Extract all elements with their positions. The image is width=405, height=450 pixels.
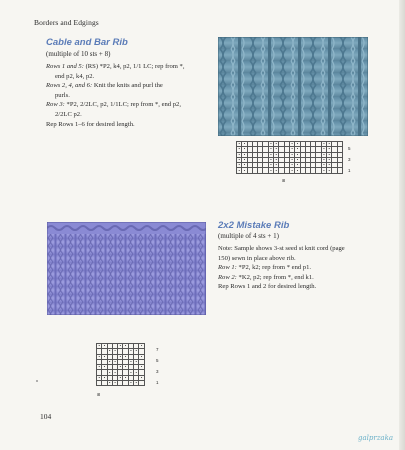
chart-cell: • xyxy=(243,141,246,147)
chart-cell xyxy=(337,168,342,173)
chart-cell: • xyxy=(275,146,277,152)
chart-cell: • xyxy=(270,167,272,173)
chart-cell xyxy=(139,381,144,386)
watermark: galprzaka xyxy=(358,434,393,442)
chart-cell: • xyxy=(130,359,132,365)
chart-cell: • xyxy=(243,151,246,157)
section2-note-line-2: 150) sewn in place above rib. xyxy=(218,254,296,262)
section1-chart-row-1: 1 xyxy=(348,168,351,173)
chart-grid-row xyxy=(97,381,145,386)
chart-grid-row xyxy=(237,168,343,173)
section2-chart-row-3: 3 xyxy=(156,369,159,374)
chart-cell: • xyxy=(270,157,272,163)
chart-cell: • xyxy=(328,157,330,163)
chart-cell: • xyxy=(119,343,122,349)
section1-chart-row-3: 3 xyxy=(348,157,351,162)
chart-cell: • xyxy=(238,167,240,173)
chart-cell: • xyxy=(140,364,143,370)
chart-cell: • xyxy=(323,157,325,163)
chart-cell: • xyxy=(296,146,299,152)
section2-chart-row-1: 1 xyxy=(156,380,159,385)
chart-cell: • xyxy=(291,141,293,147)
chart-cell: • xyxy=(130,369,132,375)
chart-cell: • xyxy=(238,151,240,157)
chart-cell: • xyxy=(275,162,277,168)
chart-cell: • xyxy=(243,162,246,168)
chart-cell: • xyxy=(103,353,106,359)
chart-cell: • xyxy=(135,348,137,354)
chart-cell: • xyxy=(323,141,325,147)
page-number: 104 xyxy=(40,412,52,421)
chart-cell: • xyxy=(119,364,122,370)
page-edge xyxy=(399,0,405,450)
chart-cell: • xyxy=(135,369,137,375)
chart-cell: • xyxy=(124,374,127,380)
chart-cell: • xyxy=(140,343,143,349)
section2-repeat: Rep Rows 1 and 2 for desired length. xyxy=(218,283,317,291)
chart-cell: • xyxy=(98,374,100,380)
chart-cell: • xyxy=(124,343,127,349)
chart-cell: • xyxy=(275,141,277,147)
chart-cell: • xyxy=(296,167,299,173)
running-head: Borders and Edgings xyxy=(34,18,99,27)
chart-cell: • xyxy=(238,141,240,147)
chart-cell: • xyxy=(270,141,272,147)
section2-chart-row-5: 5 xyxy=(156,358,159,363)
chart-cell: • xyxy=(323,162,325,168)
chart-cell: • xyxy=(119,374,122,380)
chart-cell: • xyxy=(109,348,111,354)
chart-cell: • xyxy=(98,364,100,370)
chart-cell: • xyxy=(291,157,293,163)
section1-repeat: Rep Rows 1–6 for desired length. xyxy=(46,120,135,128)
chart-cell: • xyxy=(243,157,246,163)
chart-cell: • xyxy=(109,359,111,365)
chart-cell: • xyxy=(275,167,277,173)
chart-cell: • xyxy=(328,162,330,168)
chart-cell: • xyxy=(114,359,116,365)
section2-instructions xyxy=(218,244,388,292)
chart-cell: • xyxy=(238,157,240,163)
chart-cell: • xyxy=(114,348,116,354)
chart-cell: • xyxy=(296,157,299,163)
section1-instructions xyxy=(46,62,216,129)
page-mark xyxy=(36,380,38,382)
chart-cell: • xyxy=(238,162,240,168)
chart-cell: • xyxy=(119,353,122,359)
section1-row-3-cont: 2/2LC p2. xyxy=(55,110,82,118)
chart-cell: • xyxy=(130,348,132,354)
chart-cell: • xyxy=(323,146,325,152)
section1-title: Cable and Bar Rib xyxy=(46,37,128,48)
section1-row-2: Rows 2, 4, and 6: Knit the knits and purl the xyxy=(46,82,163,90)
section1-subtitle: (multiple of 10 sts + 8) xyxy=(46,50,111,58)
chart-cell: • xyxy=(98,353,100,359)
section2-note-line-1: Note: Sample shows 3-st seed st knit cord (page xyxy=(218,245,345,252)
chart-cell: • xyxy=(323,167,325,173)
chart-cell: • xyxy=(124,353,127,359)
chart-cell: • xyxy=(243,167,246,173)
chart-cell: • xyxy=(135,380,137,386)
chart-cell: • xyxy=(291,146,293,152)
section1-row-2-cont: purls. xyxy=(55,91,70,99)
chart-cell: • xyxy=(296,162,299,168)
chart-cell: • xyxy=(135,359,137,365)
chart-cell: • xyxy=(296,141,299,147)
chart-cell: • xyxy=(270,151,272,157)
chart-cell: • xyxy=(328,146,330,152)
chart-cell: • xyxy=(328,151,330,157)
section2-swatch-photo xyxy=(47,222,206,315)
chart-cell: • xyxy=(98,343,100,349)
section1-swatch-photo xyxy=(218,37,368,136)
section1-chart-row-5: 5 xyxy=(348,146,351,151)
section2-stitch-chart xyxy=(96,343,145,386)
chart-cell: • xyxy=(270,162,272,168)
chart-cell: • xyxy=(103,343,106,349)
section2-row-2: Row 2: *K2, p2; rep from *, end k1. xyxy=(218,273,314,281)
section2-chart-key-icon: ⊞ xyxy=(97,392,101,397)
chart-cell: • xyxy=(114,380,116,386)
chart-cell: • xyxy=(323,151,325,157)
section2-subtitle: (multiple of 4 sts + 1) xyxy=(218,232,279,240)
chart-cell: • xyxy=(243,146,246,152)
chart-cell: • xyxy=(103,374,106,380)
chart-cell: • xyxy=(103,364,106,370)
chart-cell: • xyxy=(130,380,132,386)
chart-cell: • xyxy=(270,146,272,152)
chart-cell: • xyxy=(124,364,127,370)
chart-cell: • xyxy=(296,151,299,157)
section1-chart-key-icon: ⊞ xyxy=(282,178,286,183)
chart-cell: • xyxy=(291,162,293,168)
chart-cell: • xyxy=(291,151,293,157)
section1-row-1-cont: end p2, k4, p2. xyxy=(55,72,95,80)
section2-title: 2x2 Mistake Rib xyxy=(218,220,290,231)
chart-cell: • xyxy=(109,380,111,386)
chart-cell: • xyxy=(275,157,277,163)
chart-cell: • xyxy=(140,374,143,380)
section1-stitch-chart xyxy=(236,141,343,174)
chart-cell: • xyxy=(328,167,330,173)
chart-cell: • xyxy=(238,146,240,152)
section1-row-3: Row 3: *P2, 2/2LC, p2, 1/1LC; rep from *, end p2, xyxy=(46,101,181,109)
chart-cell: • xyxy=(328,141,330,147)
section1-row-1: Rows 1 and 5: (RS) *P2, k4, p2, 1/1 LC; rep from *, xyxy=(46,63,185,70)
chart-cell: • xyxy=(109,369,111,375)
chart-cell: • xyxy=(275,151,277,157)
section2-chart-row-7: 7 xyxy=(156,347,159,352)
chart-cell: • xyxy=(291,167,293,173)
chart-cell: • xyxy=(140,353,143,359)
section2-row-1: Row 1: *P2, k2; rep from * end p1. xyxy=(218,264,312,272)
chart-cell: • xyxy=(114,369,116,375)
